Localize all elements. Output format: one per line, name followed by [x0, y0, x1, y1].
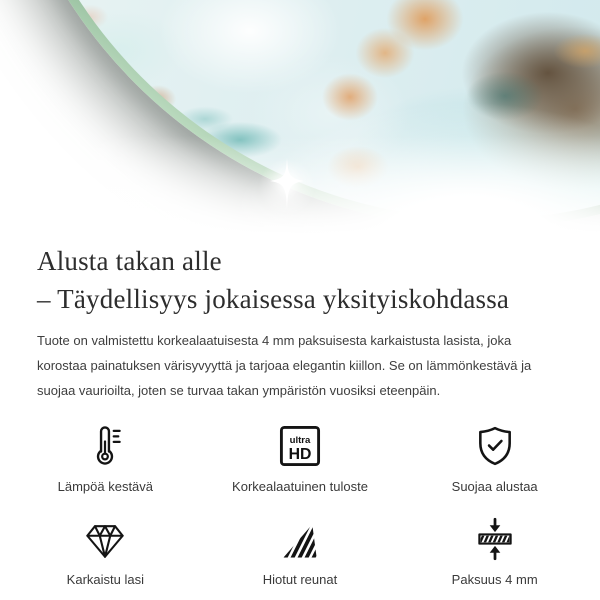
- heading-line-1: Alusta takan alle: [37, 246, 222, 276]
- marble-print-surface: [0, 0, 600, 219]
- feature-label: Karkaistu lasi: [66, 572, 144, 587]
- product-description-section: [0, 242, 600, 403]
- heading-line-2: – Täydellisyys jokaisessa yksityiskohdassa: [37, 284, 510, 314]
- polished-edges-icon: [279, 520, 321, 562]
- feature-thickness-4mm: [397, 512, 592, 587]
- feature-label: Korkealaatuinen tuloste: [232, 479, 368, 494]
- feature-polished-edges: [203, 512, 398, 587]
- feature-tempered-glass: [8, 512, 203, 587]
- feature-label: Paksuus 4 mm: [451, 572, 538, 587]
- ultra-text: ultra: [289, 435, 311, 447]
- shield-check-icon: [473, 423, 517, 469]
- feature-grid: [8, 419, 592, 587]
- description-paragraph: Tuote on valmistettu korkealaatuisesta 4 mm paksuisesta karkaistusta lasista, joka korostaa painatuksen värisyvyyttä ja tarjoaa elegantin kiillon. Se on lämmönkestävä ja suojaa vaurioilta, joten se turvaa takan ympäristön vuosiksi eteenpäin.: [37, 333, 532, 398]
- glass-plate-edge: [0, 0, 600, 228]
- feature-label: Suojaa alustaa: [451, 479, 538, 494]
- feature-label: Hiotut reunat: [262, 572, 338, 587]
- thickness-icon: [473, 516, 517, 562]
- thermometer-icon: [83, 423, 127, 469]
- feature-protects-base: [397, 419, 592, 494]
- product-photo: [0, 0, 600, 234]
- feature-ultra-hd-print: [203, 419, 398, 494]
- ultra-hd-icon: [277, 423, 323, 469]
- section-heading: [37, 242, 563, 318]
- feature-label: Lämpöä kestävä: [57, 479, 154, 494]
- feature-heat-resistant: [8, 419, 203, 494]
- diamond-icon: [82, 520, 128, 562]
- hd-text: HD: [288, 445, 312, 463]
